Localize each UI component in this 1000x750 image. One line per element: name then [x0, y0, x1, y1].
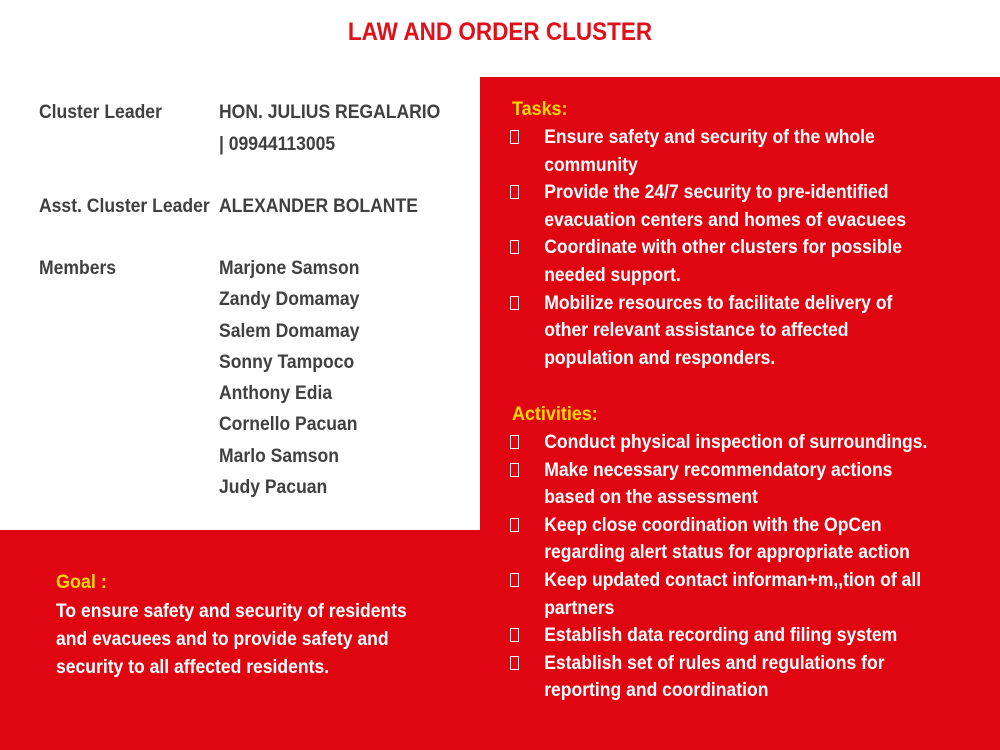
asst-leader-label: Asst. Cluster Leader	[39, 195, 210, 217]
cluster-leader-label: Cluster Leader	[39, 101, 162, 123]
activities-item-line: Establish data recording and filing system	[544, 624, 898, 647]
member-name: Judy Pacuan	[219, 476, 328, 499]
activities-item	[510, 457, 1000, 512]
members-list	[219, 257, 375, 507]
member-name: Marjone Samson	[219, 257, 360, 279]
asst-leader-name: ALEXANDER BOLANTE	[219, 195, 418, 217]
activities-item	[510, 512, 1000, 567]
slide-title: LAW AND ORDER CLUSTER	[347, 18, 653, 46]
goal-text	[56, 598, 506, 681]
activities-item-line: reporting and coordination	[544, 679, 769, 702]
activities-list	[510, 429, 1000, 705]
tasks-item-line: other relevant assistance to affected	[544, 319, 849, 342]
activities-item-line: Keep close coordination with the OpCen	[544, 513, 882, 536]
tasks-item-line: community	[544, 153, 638, 176]
activities-item-line: Establish set of rules and regulations for	[544, 651, 885, 674]
member-name: Zandy Domamay	[219, 288, 360, 311]
goal-heading: Goal :	[56, 571, 107, 593]
activities-item-line: Keep updated contact informan+m,,tion of all	[544, 568, 922, 591]
member-name: Salem Domamay	[219, 319, 360, 342]
member-name: Cornello Pacuan	[219, 413, 358, 436]
tasks-item	[510, 124, 1000, 179]
activities-item	[510, 622, 1000, 650]
tasks-item-line: Ensure safety and security of the whole	[544, 126, 875, 148]
tasks-item-line: Coordinate with other clusters for possible	[544, 236, 903, 259]
bullet-box-icon	[510, 573, 519, 587]
activities-item	[510, 429, 1000, 457]
bullet-box-icon	[510, 435, 519, 449]
bullet-box-icon	[510, 296, 519, 310]
cluster-leader-name: HON. JULIUS REGALARIO	[219, 101, 441, 123]
tasks-item-line: population and responders.	[544, 346, 776, 369]
tasks-list	[510, 124, 1000, 372]
member-name: Sonny Tampoco	[219, 350, 355, 373]
activities-item	[510, 567, 1000, 622]
activities-item-line: based on the assessment	[544, 486, 758, 509]
bullet-box-icon	[510, 628, 519, 642]
bullet-box-icon	[510, 463, 519, 477]
tasks-item	[510, 234, 1000, 289]
activities-item-line: Conduct physical inspection of surroundings.	[544, 431, 928, 453]
bullet-box-icon	[510, 240, 519, 254]
member-name: Anthony Edia	[219, 382, 333, 405]
cluster-leader-phone: | 09944113005	[219, 133, 336, 155]
activities-heading: Activities:	[512, 403, 598, 425]
members-label: Members	[39, 257, 117, 279]
tasks-item-line: evacuation centers and homes of evacuees	[544, 208, 907, 231]
activities-item-line: regarding alert status for appropriate action	[544, 541, 910, 564]
tasks-item	[510, 290, 1000, 373]
tasks-item-line: needed support.	[544, 263, 681, 286]
bullet-box-icon	[510, 130, 519, 144]
tasks-heading: Tasks:	[512, 98, 568, 120]
activities-item-line: Make necessary recommendatory actions	[544, 458, 893, 481]
tasks-item-line: Mobilize resources to facilitate delivery of	[544, 291, 893, 314]
activities-item	[510, 650, 1000, 705]
bullet-box-icon	[510, 656, 519, 670]
tasks-item	[510, 179, 1000, 234]
tasks-item-line: Provide the 24/7 security to pre-identified	[544, 181, 889, 204]
activities-item-line: partners	[544, 596, 615, 619]
member-name: Marlo Samson	[219, 444, 339, 467]
goal-line: To ensure safety and security of residents	[56, 600, 407, 622]
bullet-box-icon	[510, 185, 519, 199]
goal-line: and evacuees and to provide safety and	[56, 627, 389, 650]
bullet-box-icon	[510, 518, 519, 532]
goal-line: security to all affected residents.	[56, 655, 330, 678]
